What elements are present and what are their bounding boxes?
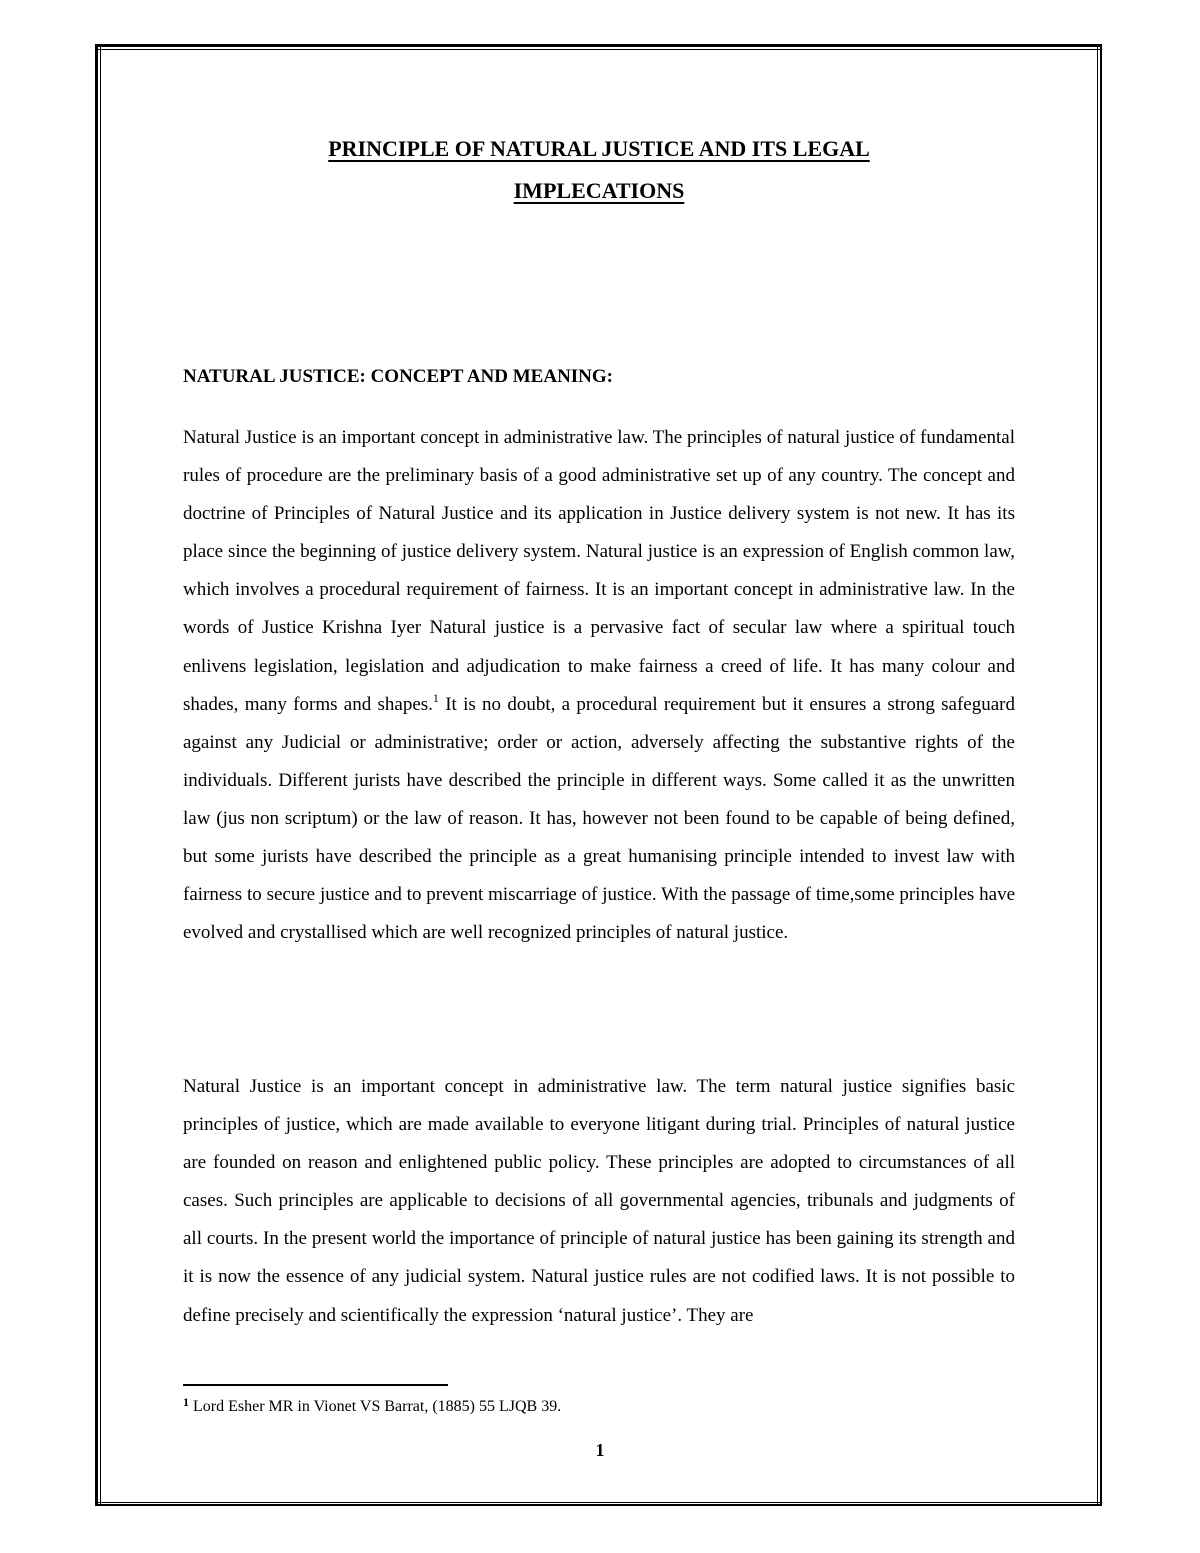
page-border-inner-left bbox=[100, 44, 101, 1506]
paragraph-1 bbox=[183, 419, 1015, 952]
paragraph-1-text-b: It is no doubt, a procedural requirement but it ensures a strong safeguard against any Judicial or administrative; order or action, adversely affecting the substantive rights of the individuals. Different jurists have described the principle in different ways. Some called it as the unwritten law (jus non scriptum) or the law of reason. It has, however not been found to be capable of being defined, but some jurists have described the principle as a great humanising principle intended to invest law with fairness to secure justice and to prevent miscarriage of justice. With the passage of time,some principles have evolved and crystallised which are well recognized principles of natural justice. bbox=[183, 693, 1015, 944]
footnote-reference[interactable]: 1 bbox=[432, 690, 439, 705]
footnote-number: 1 bbox=[183, 1395, 189, 1409]
document-title-line-1: PRINCIPLE OF NATURAL JUSTICE AND ITS LEGAL bbox=[328, 136, 870, 161]
page-border-inner-right bbox=[1097, 44, 1098, 1506]
footnote bbox=[183, 1395, 562, 1416]
footnote-text: Lord Esher MR in Vionet VS Barrat, (1885) 55 LJQB 39. bbox=[193, 1398, 562, 1415]
page-border-inner-bottom bbox=[95, 1502, 1102, 1503]
document-title-line-2: IMPLECATIONS bbox=[513, 178, 685, 203]
paragraph-2: Natural Justice is an important concept in administrative law. The term natural justice signifies basic principles of justice, which are made available to everyone litigant during trial. Principles of natural justice are founded on reason and enlightened public policy. These principles are adopted to circumstances of all cases. Such principles are applicable to decisions of all governmental agencies, tribunals and judgments of all courts. In the present world the importance of principle of natural justice has been gaining its strength and it is now the essence of any judicial system. Natural justice rules are not codified laws. It is not possible to define precisely and scientifically the expression ‘natural justice’. They are bbox=[183, 1076, 1015, 1326]
footnote-separator bbox=[183, 1384, 448, 1386]
page-number: 1 bbox=[595, 1440, 605, 1460]
paragraph-1-text-a: Natural Justice is an important concept in administrative law. The principles of natural justice of fundamental rules of procedure are the preliminary basis of a good administrative set up of any country. The concept and doctrine of Principles of Natural Justice and its application in Justice delivery system is not new. It has its place since the beginning of justice delivery system. Natural justice is an expression of English common law, which involves a procedural requirement of fairness. It is an important concept in administrative law. In the words of Justice Krishna Iyer Natural justice is a pervasive fact of secular law where a spiritual touch enlivens legislation, legislation and adjudication to make fairness a creed of life. It has many colour and shades, many forms and shapes. bbox=[183, 427, 1015, 715]
section-heading: NATURAL JUSTICE: CONCEPT AND MEANING: bbox=[183, 366, 614, 387]
page-border-inner-top bbox=[95, 49, 1102, 50]
